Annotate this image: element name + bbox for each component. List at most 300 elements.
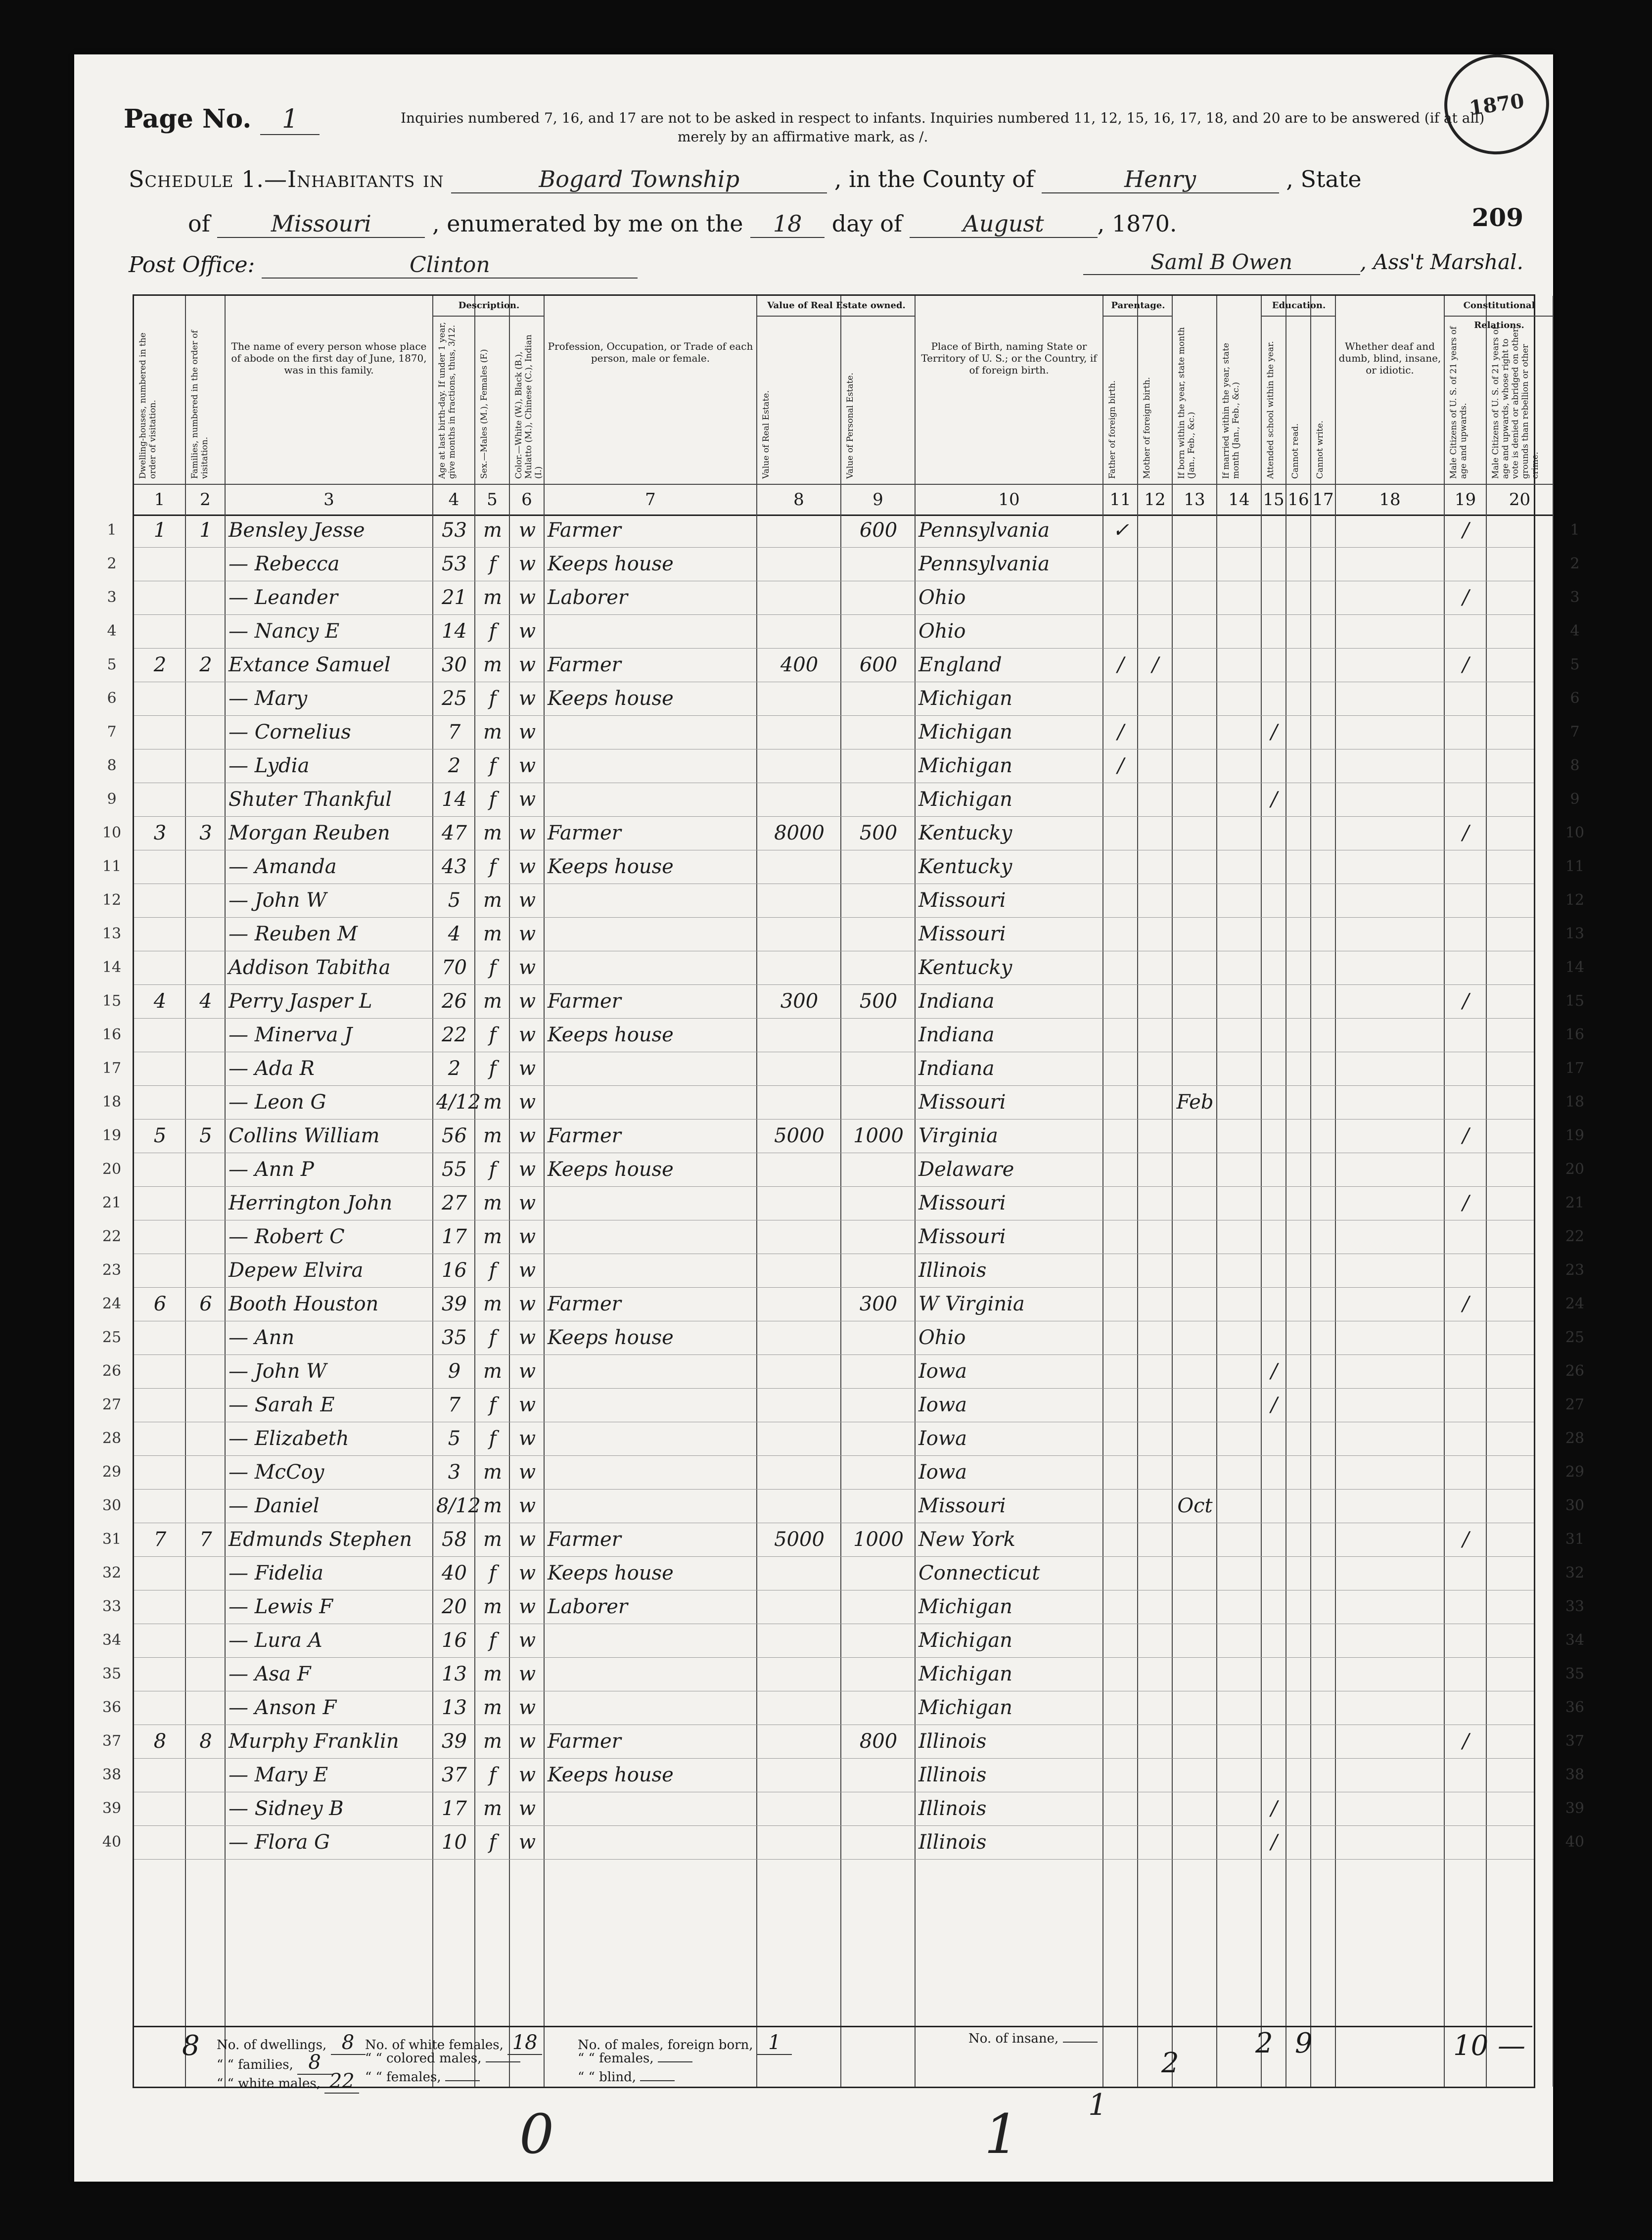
- cell-color: w: [518, 1259, 536, 1282]
- line-number-l: 18: [102, 1093, 122, 1111]
- cell-color: w: [518, 1494, 536, 1517]
- line-number-r: 20: [1565, 1161, 1585, 1178]
- cell-real: 5000: [774, 1528, 825, 1551]
- cell-occ: Keeps house: [548, 1326, 674, 1349]
- column-17: [1311, 296, 1336, 2087]
- cell-sex: f: [489, 1024, 497, 1046]
- cell-sex: m: [483, 1124, 502, 1147]
- line-number-l: 27: [102, 1396, 122, 1413]
- line-number-r: 15: [1565, 992, 1585, 1010]
- cell-age: 40: [442, 1562, 467, 1585]
- label: No. of insane,: [968, 2031, 1059, 2046]
- cell-color: w: [518, 1528, 536, 1551]
- line-number-l: 34: [102, 1632, 122, 1649]
- line-number-r: 3: [1570, 589, 1580, 606]
- cell-name: Depew Elvira: [229, 1259, 364, 1282]
- cell-name: Booth Houston: [229, 1293, 379, 1315]
- cell-pers: 300: [859, 1293, 898, 1315]
- group-header-education: Education.: [1262, 296, 1336, 317]
- cell-color: w: [518, 1562, 536, 1585]
- cell-age: 14: [442, 788, 467, 811]
- line-number-r: 14: [1565, 959, 1585, 976]
- line-number-r: 39: [1565, 1800, 1585, 1817]
- census-table: [102, 294, 1585, 2088]
- line-number-l: 11: [102, 858, 122, 875]
- cell-sex: m: [483, 1293, 502, 1315]
- cell-sex: f: [489, 1831, 497, 1854]
- column-header-13: If born within the year, state month (Jan., Feb., &c.): [1177, 327, 1196, 479]
- footer-blind: [578, 2070, 675, 2085]
- cell-birth: Michigan: [918, 1696, 1012, 1719]
- column-header-6: Color.—White (W.), Black (B.), Mulatto (M.), Chinese (C.), Indian (I.): [514, 334, 544, 479]
- cell-name: Morgan Reuben: [229, 822, 390, 844]
- census-sheet: [74, 54, 1585, 2182]
- cell-sex: f: [489, 788, 497, 811]
- cell-sex: f: [489, 855, 497, 878]
- cell-name: Addison Tabitha: [229, 956, 391, 979]
- column-number-18: 18: [1336, 484, 1444, 516]
- cell-sex: m: [483, 1494, 502, 1517]
- cell-sex: f: [489, 553, 497, 575]
- cell-birth: England: [918, 653, 1002, 676]
- cell-occ: Farmer: [548, 822, 621, 844]
- cell-birth: Missouri: [918, 923, 1006, 945]
- cell-age: 4/12: [436, 1091, 481, 1114]
- cell-age: 55: [442, 1158, 467, 1181]
- cell-c15: /: [1271, 1797, 1278, 1820]
- cell-age: 70: [442, 956, 467, 979]
- cell-dw: 3: [153, 822, 167, 844]
- column-13: [1173, 296, 1217, 2087]
- cell-sex: f: [489, 687, 497, 710]
- cell-age: 37: [442, 1764, 467, 1786]
- cell-c12: /: [1152, 653, 1159, 676]
- cell-name: — Daniel: [229, 1494, 320, 1517]
- line-number-r: 5: [1570, 656, 1580, 673]
- line-number-r: 4: [1570, 622, 1580, 640]
- cell-age: 30: [442, 653, 467, 676]
- footer-summary: [133, 2026, 1532, 2093]
- cell-sex: m: [483, 1696, 502, 1719]
- line-number-r: 6: [1570, 690, 1580, 707]
- line-number-r: 38: [1565, 1766, 1585, 1783]
- line-number-r: 22: [1565, 1228, 1585, 1245]
- cell-color: w: [518, 1696, 536, 1719]
- cell-occ: Farmer: [548, 1293, 621, 1315]
- line-number-l: 24: [102, 1295, 122, 1312]
- total-col-15: 9: [1295, 2027, 1313, 2059]
- cell-birth: Missouri: [918, 1494, 1006, 1517]
- cell-birth: Michigan: [918, 687, 1012, 710]
- line-number-l: 4: [107, 622, 117, 640]
- cell-color: w: [518, 788, 536, 811]
- column-12: [1138, 296, 1173, 2087]
- cell-sex: m: [483, 519, 502, 542]
- cell-color: w: [518, 586, 536, 609]
- cell-name: Perry Jasper L: [229, 990, 372, 1013]
- cell-occ: Keeps house: [548, 687, 674, 710]
- cell-age: 3: [448, 1461, 461, 1484]
- cell-age: 7: [448, 721, 461, 744]
- value: 18: [507, 2031, 542, 2055]
- cell-sex: m: [483, 1192, 502, 1214]
- line-number-r: 37: [1565, 1732, 1585, 1750]
- cell-name: — Rebecca: [229, 553, 340, 575]
- column-number-6: 6: [510, 484, 544, 516]
- cell-occ: Keeps house: [548, 1024, 674, 1046]
- column-number-20: 20: [1487, 484, 1553, 516]
- line-number-r: 2: [1570, 555, 1580, 572]
- cell-name: — Leander: [229, 586, 338, 609]
- cell-color: w: [518, 653, 536, 676]
- column-1: [134, 296, 186, 2087]
- column-number-15: 15: [1262, 484, 1285, 516]
- line-number-l: 14: [102, 959, 122, 976]
- cell-color: w: [518, 1158, 536, 1181]
- cell-age: 53: [442, 553, 467, 575]
- bottom-mark-zero: 0: [519, 2102, 554, 2166]
- column-header-2: Families, numbered in the order of visitation.: [190, 330, 210, 479]
- cell-name: — Leon G: [229, 1091, 326, 1114]
- column-20: [1487, 296, 1554, 2087]
- cell-name: — John W: [229, 889, 327, 912]
- schedule-line: [129, 166, 1553, 193]
- column-16: [1286, 296, 1311, 2087]
- column-number-5: 5: [475, 484, 509, 516]
- cell-birth: Virginia: [918, 1124, 998, 1147]
- cell-c13: Oct: [1177, 1494, 1213, 1517]
- cell-sex: m: [483, 1461, 502, 1484]
- cell-sex: f: [489, 754, 497, 777]
- label: “ “ blind,: [578, 2070, 637, 2085]
- cell-pers: 600: [859, 653, 898, 676]
- cell-occ: Farmer: [548, 1124, 621, 1147]
- cell-age: 13: [442, 1663, 467, 1685]
- cell-occ: Farmer: [548, 1528, 621, 1551]
- footer-colored-males: [365, 2051, 520, 2066]
- column-header-12: Mother of foreign birth.: [1142, 377, 1152, 479]
- footer-insane: [968, 2031, 1098, 2046]
- line-number-r: 16: [1565, 1026, 1585, 1043]
- line-number-l: 23: [102, 1261, 122, 1279]
- column-8: [757, 296, 841, 2087]
- cell-c13: Feb: [1176, 1091, 1214, 1114]
- line-number-r: 31: [1565, 1531, 1585, 1548]
- sheet-number: 209: [1471, 203, 1523, 232]
- cell-age: 14: [442, 620, 467, 643]
- column-header-10: Place of Birth, naming State or Territory of U. S.; or the Country, if of foreign birth.: [921, 340, 1097, 376]
- cell-c19: /: [1462, 586, 1469, 609]
- cell-color: w: [518, 1461, 536, 1484]
- column-14: [1217, 296, 1262, 2087]
- cell-name: — Nancy E: [229, 620, 340, 643]
- cell-sex: m: [483, 1360, 502, 1383]
- cell-age: 10: [442, 1831, 467, 1854]
- cell-sex: f: [489, 620, 497, 643]
- cell-sex: m: [483, 1730, 502, 1753]
- line-number-r: 19: [1565, 1127, 1585, 1144]
- cell-color: w: [518, 1629, 536, 1652]
- cell-sex: m: [483, 1595, 502, 1618]
- cell-sex: m: [483, 586, 502, 609]
- cell-birth: Iowa: [918, 1360, 967, 1383]
- line-number-l: 25: [102, 1329, 122, 1346]
- instructions-line-1: Inquiries numbered 7, 16, and 17 are not to be asked in respect to infants. Inquiries numbered 11, 12, 15, 16, 17, 18, and 20 are to be answered (if at all): [401, 110, 1485, 126]
- column-header-15: Attended school within the year.: [1266, 341, 1276, 479]
- cell-sex: m: [483, 923, 502, 945]
- value: 8: [297, 2051, 332, 2075]
- cell-birth: Kentucky: [918, 855, 1012, 878]
- day-of-label: day of: [831, 210, 902, 237]
- cell-name: — Anson F: [229, 1696, 337, 1719]
- cell-birth: Iowa: [918, 1394, 967, 1416]
- line-number-l: 35: [102, 1665, 122, 1682]
- cell-c19: /: [1462, 1124, 1469, 1147]
- label: “ “ families,: [217, 2057, 293, 2072]
- cell-color: w: [518, 822, 536, 844]
- cell-name: — Amanda: [229, 855, 337, 878]
- cell-name: — Mary E: [229, 1764, 328, 1786]
- cell-c19: /: [1462, 653, 1469, 676]
- cell-c19: /: [1462, 1528, 1469, 1551]
- cell-birth: Michigan: [918, 788, 1012, 811]
- cell-color: w: [518, 1293, 536, 1315]
- column-header-8: Value of Real Estate.: [761, 390, 771, 479]
- cell-color: w: [518, 1663, 536, 1685]
- cell-age: 2: [448, 1057, 461, 1080]
- label: No. of dwellings,: [217, 2038, 327, 2053]
- cell-age: 5: [448, 889, 461, 912]
- value: [486, 2061, 520, 2062]
- line-number-l: 19: [102, 1127, 122, 1144]
- cell-birth: Ohio: [918, 620, 966, 643]
- cell-sex: f: [489, 1259, 497, 1282]
- value: [658, 2061, 692, 2062]
- township-value: Bogard Township: [451, 166, 827, 193]
- cell-name: — McCoy: [229, 1461, 324, 1484]
- cell-birth: Michigan: [918, 1595, 1012, 1618]
- line-number-r: 29: [1565, 1463, 1585, 1481]
- cell-dw: 2: [153, 653, 167, 676]
- footer-white-males: [217, 2070, 359, 2094]
- cell-birth: Missouri: [918, 1091, 1006, 1114]
- line-number-l: 21: [102, 1194, 122, 1212]
- cell-sex: f: [489, 1764, 497, 1786]
- cell-name: Edmunds Stephen: [229, 1528, 413, 1551]
- column-header-5: Sex.—Males (M.), Females (F.): [479, 349, 489, 479]
- cell-pers: 1000: [853, 1528, 904, 1551]
- cell-name: Murphy Franklin: [229, 1730, 399, 1753]
- cell-age: 56: [442, 1124, 467, 1147]
- cell-fam: 4: [199, 990, 212, 1013]
- cell-color: w: [518, 923, 536, 945]
- cell-name: — Lura A: [229, 1629, 322, 1652]
- line-number-r: 10: [1565, 824, 1585, 841]
- cell-sex: m: [483, 990, 502, 1013]
- cell-c15: /: [1271, 721, 1278, 744]
- cell-name: — Robert C: [229, 1225, 345, 1248]
- line-number-r: 23: [1565, 1261, 1585, 1279]
- cell-fam: 7: [199, 1528, 212, 1551]
- cell-color: w: [518, 1394, 536, 1416]
- cell-birth: Iowa: [918, 1461, 967, 1484]
- line-number-r: 8: [1570, 757, 1580, 774]
- line-number-r: 11: [1565, 858, 1585, 875]
- cell-color: w: [518, 1831, 536, 1854]
- cell-color: w: [518, 855, 536, 878]
- cell-name: — Ada R: [229, 1057, 315, 1080]
- cell-age: 20: [442, 1595, 467, 1618]
- cell-color: w: [518, 754, 536, 777]
- total-col-12: 2: [1161, 2047, 1179, 2079]
- cell-age: 53: [442, 519, 467, 542]
- cell-sex: m: [483, 653, 502, 676]
- line-number-r: 24: [1565, 1295, 1585, 1312]
- line-number-l: 7: [107, 723, 117, 741]
- cell-name: — Flora G: [229, 1831, 330, 1854]
- cell-birth: Indiana: [918, 1057, 995, 1080]
- state-line: [188, 210, 1553, 238]
- stamp-text: 1870: [1468, 89, 1526, 120]
- cell-sex: f: [489, 1394, 497, 1416]
- line-number-r: 40: [1565, 1833, 1585, 1851]
- cell-occ: Keeps house: [548, 1158, 674, 1181]
- value: [1063, 2042, 1098, 2043]
- cell-age: 26: [442, 990, 467, 1013]
- marshal-signature: Saml B Owen: [1083, 250, 1360, 275]
- line-number-l: 36: [102, 1699, 122, 1716]
- cell-color: w: [518, 1124, 536, 1147]
- cell-pers: 500: [859, 990, 898, 1013]
- column-number-3: 3: [226, 484, 432, 516]
- column-number-8: 8: [757, 484, 840, 516]
- instructions: [401, 109, 1489, 146]
- cell-occ: Laborer: [548, 586, 628, 609]
- cell-age: 43: [442, 855, 467, 878]
- cell-birth: Missouri: [918, 1192, 1006, 1214]
- county-prefix: , in the County of: [834, 166, 1034, 192]
- cell-age: 8/12: [436, 1494, 481, 1517]
- cell-age: 35: [442, 1326, 467, 1349]
- cell-birth: Indiana: [918, 990, 995, 1013]
- column-number-1: 1: [134, 484, 185, 516]
- line-number-l: 12: [102, 891, 122, 909]
- line-number-r: 30: [1565, 1497, 1585, 1514]
- group-header-description: Description.: [433, 296, 545, 317]
- cell-age: 21: [442, 586, 467, 609]
- label: “ “ colored males,: [365, 2051, 482, 2066]
- line-number-r: 35: [1565, 1665, 1585, 1682]
- cell-color: w: [518, 721, 536, 744]
- cell-fam: 6: [199, 1293, 212, 1315]
- column-number-17: 17: [1311, 484, 1335, 516]
- page-label: Page No.: [124, 104, 252, 134]
- column-number-7: 7: [545, 484, 756, 516]
- cell-birth: Kentucky: [918, 822, 1012, 844]
- cell-fam: 8: [199, 1730, 212, 1753]
- cell-age: 22: [442, 1024, 467, 1046]
- cell-age: 58: [442, 1528, 467, 1551]
- cell-birth: Michigan: [918, 1663, 1012, 1685]
- footer-count: 8: [182, 2030, 200, 2062]
- cell-sex: m: [483, 1091, 502, 1114]
- total-col-14: 2: [1255, 2027, 1273, 2059]
- cell-name: — Mary: [229, 687, 308, 710]
- column-9: [841, 296, 916, 2087]
- cell-birth: Indiana: [918, 1024, 995, 1046]
- cell-sex: m: [483, 1797, 502, 1820]
- line-number-l: 5: [107, 656, 117, 673]
- line-number-l: 2: [107, 555, 117, 572]
- value: 1: [757, 2031, 792, 2055]
- line-number-l: 9: [107, 791, 117, 808]
- cell-c19: /: [1462, 519, 1469, 542]
- cell-name: — Ann P: [229, 1158, 314, 1181]
- cell-dw: 6: [153, 1293, 167, 1315]
- label: “ “ white males,: [217, 2076, 321, 2091]
- cell-color: w: [518, 1192, 536, 1214]
- page-number-label: [124, 104, 320, 135]
- line-number-r: 27: [1565, 1396, 1585, 1413]
- cell-birth: Illinois: [918, 1764, 987, 1786]
- cell-pers: 600: [859, 519, 898, 542]
- cell-name: — Ann: [229, 1326, 295, 1349]
- line-number-l: 37: [102, 1732, 122, 1750]
- cell-birth: Illinois: [918, 1797, 987, 1820]
- cell-birth: Delaware: [918, 1158, 1014, 1181]
- column-number-4: 4: [433, 484, 474, 516]
- column-header-1: Dwelling-houses, numbered in the order of visitation.: [138, 332, 158, 479]
- cell-birth: Ohio: [918, 1326, 966, 1349]
- line-number-r: 32: [1565, 1564, 1585, 1582]
- cell-c15: /: [1271, 1394, 1278, 1416]
- cell-name: Herrington John: [229, 1192, 393, 1214]
- cell-name: — Minerva J: [229, 1024, 353, 1046]
- cell-name: Bensley Jesse: [229, 519, 365, 542]
- line-number-l: 1: [107, 521, 117, 539]
- cell-c11: /: [1117, 754, 1124, 777]
- line-number-r: 25: [1565, 1329, 1585, 1346]
- cell-birth: Pennsylvania: [918, 553, 1050, 575]
- group-header-parentage: Parentage.: [1103, 296, 1173, 317]
- month-value: August: [910, 210, 1098, 238]
- column-header-17: Cannot write.: [1315, 420, 1325, 479]
- column-number-12: 12: [1138, 484, 1172, 516]
- post-office-label: Post Office:: [129, 252, 255, 278]
- column-2: [186, 296, 226, 2087]
- column-11: [1103, 296, 1138, 2087]
- column-header-14: If married within the year, state month (Jan., Feb., &c.): [1221, 343, 1241, 479]
- footer-colored-females: [365, 2070, 480, 2085]
- cell-color: w: [518, 553, 536, 575]
- cell-c15: /: [1271, 1831, 1278, 1854]
- cell-fam: 1: [199, 519, 212, 542]
- cell-birth: New York: [918, 1528, 1015, 1551]
- line-number-r: 13: [1565, 925, 1585, 942]
- cell-name: Extance Samuel: [229, 653, 391, 676]
- cell-age: 27: [442, 1192, 467, 1214]
- state-label: , State: [1286, 166, 1362, 192]
- row-line: [134, 1859, 1534, 1860]
- cell-c15: /: [1271, 1360, 1278, 1383]
- cell-sex: m: [483, 889, 502, 912]
- line-number-r: 33: [1565, 1598, 1585, 1615]
- group-header-constitutional: Constitutional Relations.: [1445, 296, 1554, 317]
- cell-occ: Keeps house: [548, 553, 674, 575]
- line-number-l: 39: [102, 1800, 122, 1817]
- state-value: Missouri: [217, 210, 425, 238]
- cell-birth: Missouri: [918, 889, 1006, 912]
